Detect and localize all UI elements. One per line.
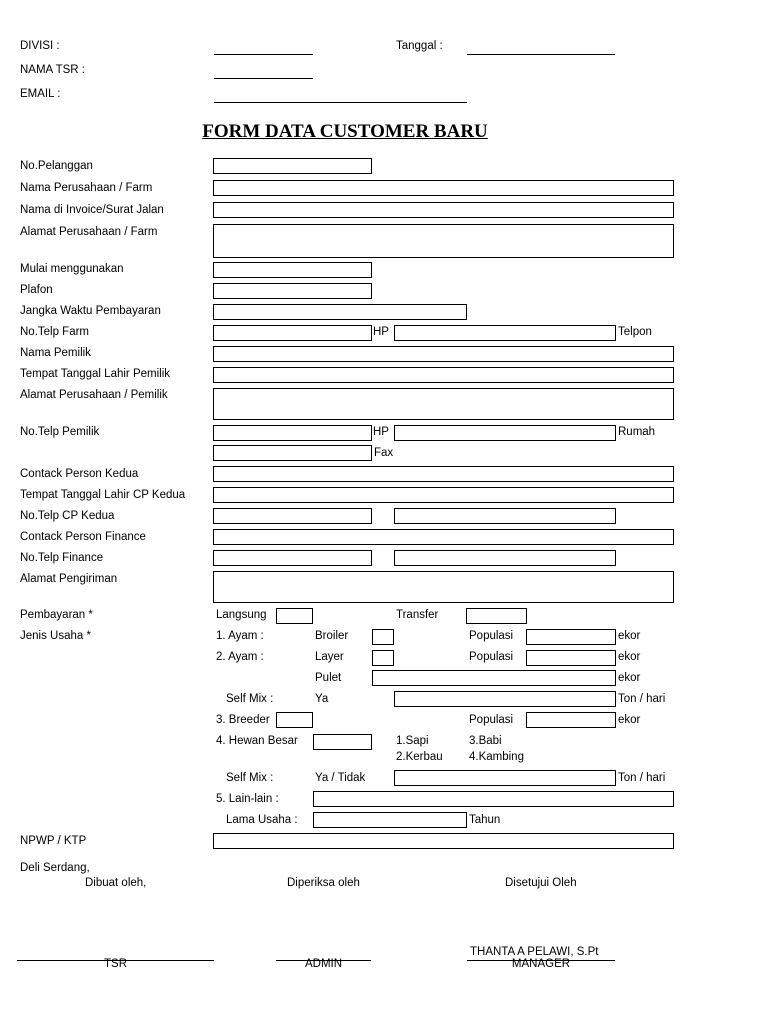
breeder-checkbox[interactable] xyxy=(276,712,313,728)
cp-kedua-field[interactable] xyxy=(213,466,674,482)
telp-cp-field-2[interactable] xyxy=(394,508,616,524)
broiler-checkbox[interactable] xyxy=(372,629,394,645)
npwp-field[interactable] xyxy=(213,833,674,849)
populasi-label: Populasi xyxy=(469,651,514,663)
broiler-label: Broiler xyxy=(315,630,349,642)
babi-label: 3.Babi xyxy=(469,735,502,747)
ekor-label: ekor xyxy=(618,630,641,642)
fax-field[interactable] xyxy=(213,445,372,461)
telp-pemilik-field[interactable] xyxy=(213,425,372,441)
telp-farm-field[interactable] xyxy=(213,325,372,341)
telp-cp-field[interactable] xyxy=(213,508,372,524)
page-title: FORM DATA CUSTOMER BARU xyxy=(202,121,488,142)
self-mix-label: Self Mix : xyxy=(226,772,274,784)
nama-invoice-label: Nama di Invoice/Surat Jalan xyxy=(20,204,164,216)
hp-label: HP xyxy=(373,426,389,438)
telp-pemilik-hp-field[interactable] xyxy=(394,425,616,441)
ttl-pemilik-field[interactable] xyxy=(213,367,674,383)
pembayaran-label: Pembayaran * xyxy=(20,609,93,621)
place-label: Deli Serdang, xyxy=(20,862,90,874)
manager-name: THANTA A PELAWI, S.Pt xyxy=(470,946,599,958)
layer-checkbox[interactable] xyxy=(372,650,394,666)
pulet-field[interactable] xyxy=(372,670,616,686)
divisi-label: DIVISI : xyxy=(20,40,60,52)
self-mix-field[interactable] xyxy=(394,691,616,707)
telp-cp-label: No.Telp CP Kedua xyxy=(20,510,115,522)
dibuat-label: Dibuat oleh, xyxy=(85,877,147,889)
sapi-label: 1.Sapi xyxy=(396,735,429,747)
ayam1-label: 1. Ayam : xyxy=(216,630,264,642)
jangka-label: Jangka Waktu Pembayaran xyxy=(20,305,161,317)
transfer-label: Transfer xyxy=(396,609,439,621)
cp-finance-field[interactable] xyxy=(213,529,674,545)
breeder-populasi-field[interactable] xyxy=(526,712,616,728)
tanggal-field[interactable] xyxy=(467,54,615,55)
lama-usaha-field[interactable] xyxy=(313,812,467,828)
plafon-label: Plafon xyxy=(20,284,53,296)
transfer-checkbox[interactable] xyxy=(466,608,527,624)
rumah-label: Rumah xyxy=(618,426,656,438)
telp-finance-label: No.Telp Finance xyxy=(20,552,104,564)
telp-finance-field-2[interactable] xyxy=(394,550,616,566)
hewan-besar-label: 4. Hewan Besar xyxy=(216,735,298,747)
telp-farm-label: No.Telp Farm xyxy=(20,326,90,338)
lama-usaha-label: Lama Usaha : xyxy=(226,814,298,826)
tsr-label: TSR xyxy=(104,958,127,970)
ya-tidak-label: Ya / Tidak xyxy=(315,772,366,784)
layer-populasi-field[interactable] xyxy=(526,650,616,666)
pulet-label: Pulet xyxy=(315,672,342,684)
kerbau-label: 2.Kerbau xyxy=(396,751,443,763)
lain-lain-field[interactable] xyxy=(313,791,674,807)
manager-label: MANAGER xyxy=(511,958,571,970)
hp-label: HP xyxy=(373,326,389,338)
self-mix-label: Self Mix : xyxy=(226,693,274,705)
email-field[interactable] xyxy=(214,102,467,103)
ekor-label: ekor xyxy=(618,672,641,684)
mulai-field[interactable] xyxy=(213,262,372,278)
lain-lain-label: 5. Lain-lain : xyxy=(216,793,279,805)
jangka-field[interactable] xyxy=(213,304,467,320)
langsung-checkbox[interactable] xyxy=(276,608,313,624)
kambing-label: 4.Kambing xyxy=(469,751,524,763)
ton-hari-label: Ton / hari xyxy=(618,772,666,784)
ya-label: Ya xyxy=(315,693,329,705)
npwp-label: NPWP / KTP xyxy=(20,835,87,847)
langsung-label: Langsung xyxy=(216,609,267,621)
ayam2-label: 2. Ayam : xyxy=(216,651,264,663)
email-label: EMAIL : xyxy=(20,88,61,100)
telp-pemilik-label: No.Telp Pemilik xyxy=(20,426,100,438)
alamat-pemilik-label: Alamat Perusahaan / Pemilik xyxy=(20,389,168,401)
divisi-field[interactable] xyxy=(214,54,313,55)
nama-tsr-field[interactable] xyxy=(214,78,313,79)
jenis-usaha-label: Jenis Usaha * xyxy=(20,630,91,642)
ekor-label: ekor xyxy=(618,714,641,726)
breeder-label: 3. Breeder xyxy=(216,714,270,726)
tahun-label: Tahun xyxy=(469,814,501,826)
nama-pemilik-label: Nama Pemilik xyxy=(20,347,91,359)
ttl-cp-field[interactable] xyxy=(213,487,674,503)
cp-finance-label: Contack Person Finance xyxy=(20,531,146,543)
disetujui-label: Disetujui Oleh xyxy=(505,877,577,889)
no-pelanggan-label: No.Pelanggan xyxy=(20,160,93,172)
ttl-pemilik-label: Tempat Tanggal Lahir Pemilik xyxy=(20,368,171,380)
nama-perusahaan-field[interactable] xyxy=(213,180,674,196)
alamat-kirim-field[interactable] xyxy=(213,571,674,603)
fax-label: Fax xyxy=(374,447,394,459)
broiler-populasi-field[interactable] xyxy=(526,629,616,645)
layer-label: Layer xyxy=(315,651,344,663)
mulai-label: Mulai menggunakan xyxy=(20,263,124,275)
nama-perusahaan-label: Nama Perusahaan / Farm xyxy=(20,182,153,194)
telp-farm-hp-field[interactable] xyxy=(394,325,616,341)
telp-finance-field[interactable] xyxy=(213,550,372,566)
ttl-cp-label: Tempat Tanggal Lahir CP Kedua xyxy=(20,489,186,501)
cp-kedua-label: Contack Person Kedua xyxy=(20,468,139,480)
self-mix-2-field[interactable] xyxy=(394,770,616,786)
populasi-label: Populasi xyxy=(469,714,514,726)
no-pelanggan-field[interactable] xyxy=(213,158,372,174)
alamat-kirim-label: Alamat Pengiriman xyxy=(20,573,118,585)
tanggal-label: Tanggal : xyxy=(396,40,443,52)
ton-hari-label: Ton / hari xyxy=(618,693,666,705)
alamat-perusahaan-field[interactable] xyxy=(213,224,674,258)
alamat-pemilik-field[interactable] xyxy=(213,388,674,420)
telpon-label: Telpon xyxy=(618,326,652,338)
nama-pemilik-field[interactable] xyxy=(213,346,674,362)
nama-invoice-field[interactable] xyxy=(213,202,674,218)
admin-label: ADMIN xyxy=(304,958,343,970)
diperiksa-label: Diperiksa oleh xyxy=(287,877,360,889)
alamat-perusahaan-label: Alamat Perusahaan / Farm xyxy=(20,226,158,238)
hewan-besar-checkbox[interactable] xyxy=(313,734,372,750)
plafon-field[interactable] xyxy=(213,283,372,299)
ekor-label: ekor xyxy=(618,651,641,663)
populasi-label: Populasi xyxy=(469,630,514,642)
nama-tsr-label: NAMA TSR : xyxy=(20,64,85,76)
